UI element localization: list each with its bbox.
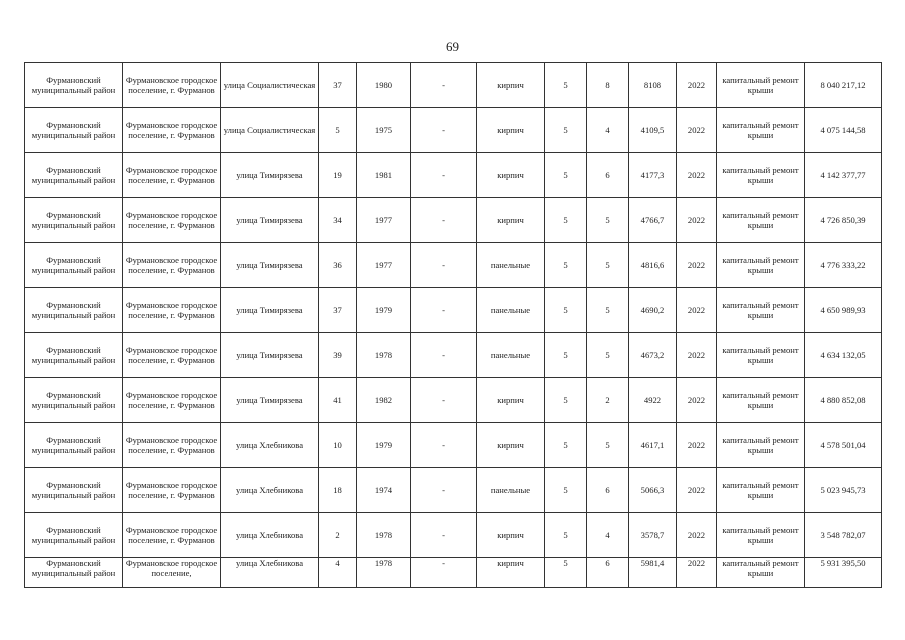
cost-cell: 8 040 217,12 bbox=[805, 63, 882, 108]
wall-material-cell: панельные bbox=[477, 333, 545, 378]
house-number-cell: 19 bbox=[319, 153, 357, 198]
housing-repair-table bbox=[24, 62, 882, 588]
empty-value-cell: - bbox=[411, 378, 477, 423]
settlement-cell: Фурмановское городское поселение, г. Фурманов bbox=[123, 378, 221, 423]
house-number-cell: 36 bbox=[319, 243, 357, 288]
area-cell: 4177,3 bbox=[629, 153, 677, 198]
table-row bbox=[25, 243, 882, 288]
settlement-cell: Фурмановское городское поселение, г. Фурманов bbox=[123, 108, 221, 153]
empty-value-cell: - bbox=[411, 558, 477, 588]
cost-cell: 4 578 501,04 bbox=[805, 423, 882, 468]
plan-year-cell: 2022 bbox=[677, 558, 717, 588]
work-type-cell: капитальный ремонт крыши bbox=[717, 198, 805, 243]
floors-cell: 5 bbox=[545, 108, 587, 153]
cost-cell: 4 726 850,39 bbox=[805, 198, 882, 243]
wall-material-cell: кирпич bbox=[477, 108, 545, 153]
plan-year-cell: 2022 bbox=[677, 423, 717, 468]
street-cell: улица Тимирязева bbox=[221, 288, 319, 333]
entrances-cell: 4 bbox=[587, 513, 629, 558]
build-year-cell: 1977 bbox=[357, 243, 411, 288]
area-cell: 4673,2 bbox=[629, 333, 677, 378]
empty-value-cell: - bbox=[411, 108, 477, 153]
district-cell: Фурмановский муниципальный район bbox=[25, 378, 123, 423]
wall-material-cell: кирпич bbox=[477, 63, 545, 108]
area-cell: 5981,4 bbox=[629, 558, 677, 588]
build-year-cell: 1979 bbox=[357, 288, 411, 333]
house-number-cell: 10 bbox=[319, 423, 357, 468]
street-cell: улица Тимирязева bbox=[221, 378, 319, 423]
entrances-cell: 5 bbox=[587, 243, 629, 288]
entrances-cell: 6 bbox=[587, 558, 629, 588]
plan-year-cell: 2022 bbox=[677, 108, 717, 153]
settlement-cell: Фурмановское городское поселение, г. Фурманов bbox=[123, 243, 221, 288]
table-row bbox=[25, 198, 882, 243]
settlement-cell: Фурмановское городское поселение, г. Фурманов bbox=[123, 198, 221, 243]
house-number-cell: 34 bbox=[319, 198, 357, 243]
floors-cell: 5 bbox=[545, 153, 587, 198]
work-type-cell: капитальный ремонт крыши bbox=[717, 243, 805, 288]
build-year-cell: 1975 bbox=[357, 108, 411, 153]
wall-material-cell: кирпич bbox=[477, 423, 545, 468]
wall-material-cell: кирпич bbox=[477, 153, 545, 198]
area-cell: 5066,3 bbox=[629, 468, 677, 513]
street-cell: улица Тимирязева bbox=[221, 243, 319, 288]
area-cell: 8108 bbox=[629, 63, 677, 108]
plan-year-cell: 2022 bbox=[677, 378, 717, 423]
wall-material-cell: кирпич bbox=[477, 558, 545, 588]
empty-value-cell: - bbox=[411, 243, 477, 288]
table-row bbox=[25, 333, 882, 378]
build-year-cell: 1974 bbox=[357, 468, 411, 513]
house-number-cell: 37 bbox=[319, 288, 357, 333]
build-year-cell: 1977 bbox=[357, 198, 411, 243]
plan-year-cell: 2022 bbox=[677, 333, 717, 378]
settlement-cell: Фурмановское городское поселение, г. Фурманов bbox=[123, 333, 221, 378]
page-number: 69 bbox=[446, 39, 459, 54]
district-cell: Фурмановский муниципальный район bbox=[25, 153, 123, 198]
empty-value-cell: - bbox=[411, 423, 477, 468]
floors-cell: 5 bbox=[545, 198, 587, 243]
work-type-cell: капитальный ремонт крыши bbox=[717, 378, 805, 423]
entrances-cell: 6 bbox=[587, 468, 629, 513]
district-cell: Фурмановский муниципальный район bbox=[25, 288, 123, 333]
street-cell: улица Социалистическая bbox=[221, 108, 319, 153]
district-cell: Фурмановский муниципальный район bbox=[25, 198, 123, 243]
house-number-cell: 37 bbox=[319, 63, 357, 108]
wall-material-cell: панельные bbox=[477, 288, 545, 333]
settlement-cell: Фурмановское городское поселение, г. Фурманов bbox=[123, 63, 221, 108]
street-cell: улица Тимирязева bbox=[221, 198, 319, 243]
street-cell: улица Хлебникова bbox=[221, 468, 319, 513]
wall-material-cell: кирпич bbox=[477, 513, 545, 558]
district-cell: Фурмановский муниципальный район bbox=[25, 333, 123, 378]
build-year-cell: 1978 bbox=[357, 558, 411, 588]
settlement-cell: Фурмановское городское поселение, г. Фурманов bbox=[123, 468, 221, 513]
work-type-cell: капитальный ремонт крыши bbox=[717, 513, 805, 558]
house-number-cell: 41 bbox=[319, 378, 357, 423]
cost-cell: 4 650 989,93 bbox=[805, 288, 882, 333]
work-type-cell: капитальный ремонт крыши bbox=[717, 333, 805, 378]
entrances-cell: 2 bbox=[587, 378, 629, 423]
plan-year-cell: 2022 bbox=[677, 288, 717, 333]
settlement-cell: Фурмановское городское поселение, г. Фурманов bbox=[123, 153, 221, 198]
area-cell: 3578,7 bbox=[629, 513, 677, 558]
settlement-cell: Фурмановское городское поселение, bbox=[123, 558, 221, 588]
entrances-cell: 8 bbox=[587, 63, 629, 108]
empty-value-cell: - bbox=[411, 153, 477, 198]
entrances-cell: 6 bbox=[587, 153, 629, 198]
entrances-cell: 4 bbox=[587, 108, 629, 153]
build-year-cell: 1978 bbox=[357, 333, 411, 378]
plan-year-cell: 2022 bbox=[677, 198, 717, 243]
wall-material-cell: кирпич bbox=[477, 198, 545, 243]
plan-year-cell: 2022 bbox=[677, 63, 717, 108]
empty-value-cell: - bbox=[411, 468, 477, 513]
empty-value-cell: - bbox=[411, 513, 477, 558]
floors-cell: 5 bbox=[545, 513, 587, 558]
build-year-cell: 1982 bbox=[357, 378, 411, 423]
work-type-cell: капитальный ремонт крыши bbox=[717, 108, 805, 153]
house-number-cell: 39 bbox=[319, 333, 357, 378]
settlement-cell: Фурмановское городское поселение, г. Фурманов bbox=[123, 513, 221, 558]
area-cell: 4816,6 bbox=[629, 243, 677, 288]
cost-cell: 3 548 782,07 bbox=[805, 513, 882, 558]
house-number-cell: 18 bbox=[319, 468, 357, 513]
table-row bbox=[25, 63, 882, 108]
table-row bbox=[25, 423, 882, 468]
table-row bbox=[25, 108, 882, 153]
empty-value-cell: - bbox=[411, 288, 477, 333]
table-row bbox=[25, 468, 882, 513]
work-type-cell: капитальный ремонт крыши bbox=[717, 288, 805, 333]
wall-material-cell: кирпич bbox=[477, 378, 545, 423]
work-type-cell: капитальный ремонт крыши bbox=[717, 468, 805, 513]
house-number-cell: 4 bbox=[319, 558, 357, 588]
street-cell: улица Хлебникова bbox=[221, 423, 319, 468]
district-cell: Фурмановский муниципальный район bbox=[25, 558, 123, 588]
district-cell: Фурмановский муниципальный район bbox=[25, 108, 123, 153]
floors-cell: 5 bbox=[545, 243, 587, 288]
district-cell: Фурмановский муниципальный район bbox=[25, 243, 123, 288]
floors-cell: 5 bbox=[545, 468, 587, 513]
floors-cell: 5 bbox=[545, 63, 587, 108]
area-cell: 4690,2 bbox=[629, 288, 677, 333]
district-cell: Фурмановский муниципальный район bbox=[25, 423, 123, 468]
empty-value-cell: - bbox=[411, 198, 477, 243]
cost-cell: 4 880 852,08 bbox=[805, 378, 882, 423]
house-number-cell: 5 bbox=[319, 108, 357, 153]
district-cell: Фурмановский муниципальный район bbox=[25, 513, 123, 558]
plan-year-cell: 2022 bbox=[677, 513, 717, 558]
area-cell: 4766,7 bbox=[629, 198, 677, 243]
floors-cell: 5 bbox=[545, 558, 587, 588]
wall-material-cell: панельные bbox=[477, 243, 545, 288]
work-type-cell: капитальный ремонт крыши bbox=[717, 423, 805, 468]
entrances-cell: 5 bbox=[587, 198, 629, 243]
work-type-cell: капитальный ремонт крыши bbox=[717, 558, 805, 588]
floors-cell: 5 bbox=[545, 378, 587, 423]
table-row bbox=[25, 513, 882, 558]
work-type-cell: капитальный ремонт крыши bbox=[717, 153, 805, 198]
cost-cell: 4 776 333,22 bbox=[805, 243, 882, 288]
street-cell: улица Тимирязева bbox=[221, 333, 319, 378]
district-cell: Фурмановский муниципальный район bbox=[25, 63, 123, 108]
street-cell: улица Социалистическая bbox=[221, 63, 319, 108]
table-row bbox=[25, 558, 882, 588]
street-cell: улица Хлебникова bbox=[221, 558, 319, 588]
cost-cell: 5 023 945,73 bbox=[805, 468, 882, 513]
area-cell: 4109,5 bbox=[629, 108, 677, 153]
table-row bbox=[25, 288, 882, 333]
plan-year-cell: 2022 bbox=[677, 468, 717, 513]
empty-value-cell: - bbox=[411, 333, 477, 378]
house-number-cell: 2 bbox=[319, 513, 357, 558]
work-type-cell: капитальный ремонт крыши bbox=[717, 63, 805, 108]
settlement-cell: Фурмановское городское поселение, г. Фурманов bbox=[123, 423, 221, 468]
cost-cell: 4 634 132,05 bbox=[805, 333, 882, 378]
street-cell: улица Тимирязева bbox=[221, 153, 319, 198]
plan-year-cell: 2022 bbox=[677, 243, 717, 288]
district-cell: Фурмановский муниципальный район bbox=[25, 468, 123, 513]
area-cell: 4922 bbox=[629, 378, 677, 423]
table-row bbox=[25, 153, 882, 198]
floors-cell: 5 bbox=[545, 333, 587, 378]
floors-cell: 5 bbox=[545, 423, 587, 468]
cost-cell: 4 075 144,58 bbox=[805, 108, 882, 153]
build-year-cell: 1980 bbox=[357, 63, 411, 108]
settlement-cell: Фурмановское городское поселение, г. Фурманов bbox=[123, 288, 221, 333]
street-cell: улица Хлебникова bbox=[221, 513, 319, 558]
cost-cell: 4 142 377,77 bbox=[805, 153, 882, 198]
wall-material-cell: панельные bbox=[477, 468, 545, 513]
entrances-cell: 5 bbox=[587, 333, 629, 378]
build-year-cell: 1979 bbox=[357, 423, 411, 468]
empty-value-cell: - bbox=[411, 63, 477, 108]
entrances-cell: 5 bbox=[587, 288, 629, 333]
build-year-cell: 1978 bbox=[357, 513, 411, 558]
entrances-cell: 5 bbox=[587, 423, 629, 468]
build-year-cell: 1981 bbox=[357, 153, 411, 198]
plan-year-cell: 2022 bbox=[677, 153, 717, 198]
cost-cell: 5 931 395,50 bbox=[805, 558, 882, 588]
area-cell: 4617,1 bbox=[629, 423, 677, 468]
table-row bbox=[25, 378, 882, 423]
floors-cell: 5 bbox=[545, 288, 587, 333]
